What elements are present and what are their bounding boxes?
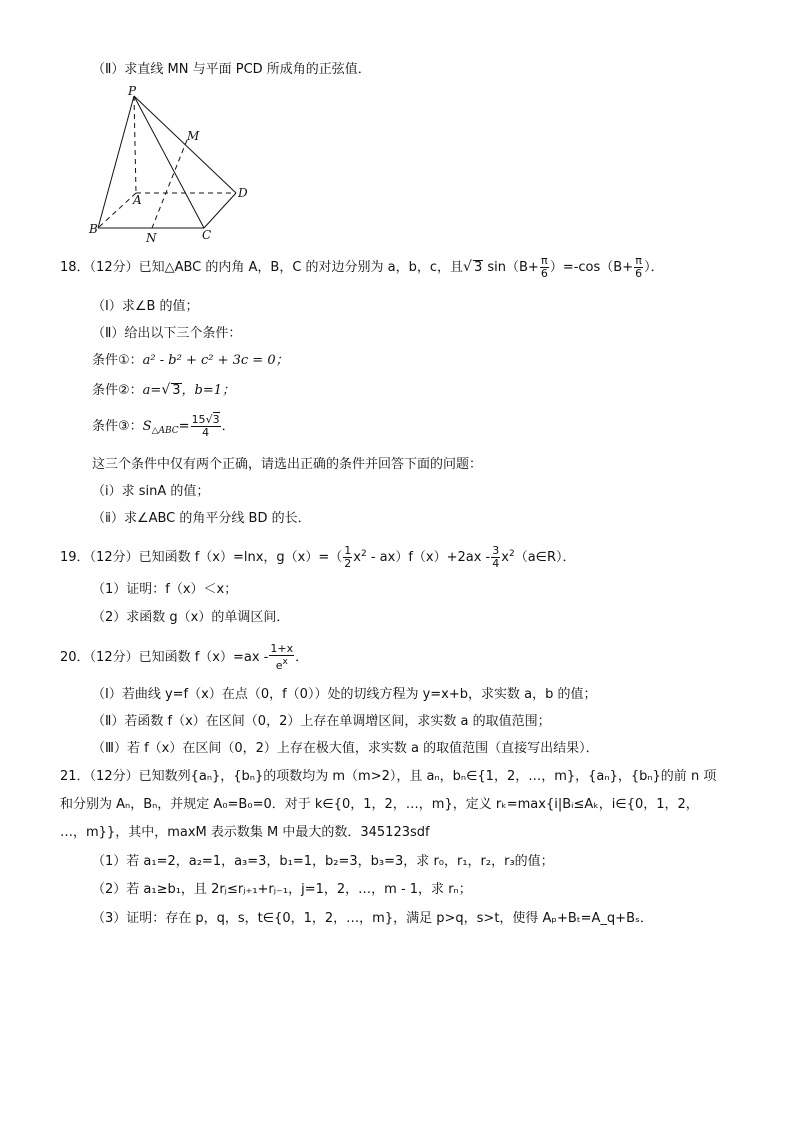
q20-part2: （Ⅱ）若函数 f（x）在区间（0，2）上存在单调增区间，求实数 a 的取值范围； bbox=[92, 714, 551, 729]
q21-line3: …，m}}，其中，maxM 表示数集 M 中最大的数．345123sdf bbox=[60, 825, 430, 840]
q18-frac-2: $\frac{\pi}{6}$ bbox=[635, 254, 643, 280]
q19-stem: 19．（12分）已知函数 f（x）=lnx，g（x）=（ $\frac{1}{2}$ $x^2 - ax)f(x)+2ax$ - $\frac{3}{4}$ $x^2(a\in R)$． bbox=[60, 544, 576, 570]
label-B: B bbox=[89, 222, 98, 236]
q18-eq-end: ）． bbox=[644, 260, 664, 275]
label-C: C bbox=[202, 228, 212, 242]
q19-part1: （1）证明：f（x）＜x； bbox=[92, 582, 238, 597]
q18-condition2: 条件②：a=√ 3，b=1； bbox=[92, 382, 236, 398]
q21-part1: （1）若 a₁=2，a₂=1，a₃=3，b₁=1，b₂=3，b₃=3，求 r₀，r₁，r₂，r₃的值； bbox=[92, 854, 554, 869]
q18-c3-frac: $\frac{15√3}{4}$ bbox=[191, 413, 220, 439]
q18-condition1: 条件①：a² - b² + c² + 3c = 0； bbox=[92, 353, 289, 368]
q19-frac-3-4: $\frac{3}{4}$ bbox=[492, 544, 500, 570]
q21-line2: 和分别为 Aₙ，Bₙ，并规定 A₀=B₀=0．对于 k∈{0，1，2，…，m}，定义 rₖ=max{i|Bᵢ≤Aₖ，i∈{0，1，2， bbox=[60, 797, 699, 812]
q18-eq-mid: ）=-cos（B+ bbox=[549, 260, 634, 275]
q18-part1: （Ⅰ）求∠B 的值； bbox=[92, 299, 199, 314]
label-A: A bbox=[133, 193, 142, 207]
q18-frac-1: $\frac{\pi}{6}$ bbox=[540, 254, 548, 280]
segment-MN bbox=[152, 140, 187, 228]
q18-part2: （Ⅱ）给出以下三个条件： bbox=[92, 326, 242, 341]
q20-stem: 20．（12分）已知函数 f（x）=ax - $\frac{1+x}{e^x}$ ． bbox=[60, 642, 309, 672]
q21-part3: （3）证明：存在 p，q，s，t∈{0，1，2，…，m}，满足 p>q，s>t，使得 Aₚ+Bₜ=A_q+Bₛ． bbox=[92, 911, 653, 926]
edge-AB bbox=[98, 193, 136, 228]
q19-frac-half: $\frac{1}{2}$ bbox=[344, 544, 352, 570]
q20-part3: （Ⅲ）若 f（x）在区间（0，2）上存在极大值，求实数 a 的取值范围（直接写出结果）． bbox=[92, 741, 599, 756]
edge-PC bbox=[134, 96, 204, 228]
q18-condition3: 条件③：$S_{\triangle ABC}=$ $\frac{15√3}{4}$ ． bbox=[92, 413, 235, 439]
label-M: M bbox=[187, 129, 200, 143]
q19-part2: （2）求函数 g（x）的单调区间． bbox=[92, 610, 290, 625]
edge-PB bbox=[98, 96, 134, 228]
q18-sub2: （ⅱ）求∠ABC 的角平分线 BD 的长． bbox=[92, 511, 311, 526]
edge-CD bbox=[204, 193, 236, 228]
q18-sqrt: 3 bbox=[473, 260, 483, 275]
edge-PA bbox=[134, 96, 136, 193]
q18-note: 这三个条件中仅有两个正确，请选出正确的条件并回答下面的问题： bbox=[92, 457, 483, 472]
q21-line1: 21．（12分）已知数列{aₙ}，{bₙ}的项数均为 m（m>2），且 aₙ，bₙ∈{1，2，…，m}，{aₙ}，{bₙ}的前 n 项 bbox=[60, 769, 717, 784]
pyramid-figure bbox=[86, 84, 266, 246]
label-D: D bbox=[238, 186, 248, 200]
q20-part1: （Ⅰ）若曲线 y=f（x）在点（0，f（0））处的切线方程为 y=x+b，求实数 a，b 的值； bbox=[92, 687, 597, 702]
q18-sub1: （ⅰ）求 sinA 的值； bbox=[92, 484, 210, 499]
q18-eq-left: sin（B+ bbox=[487, 260, 539, 275]
label-N: N bbox=[146, 231, 157, 245]
q21-part2: （2）若 a₁≥b₁，且 2rⱼ≤rⱼ₊₁+rⱼ₋₁，j=1，2，…，m - 1，求 rₙ； bbox=[92, 882, 472, 897]
q17-part2: （Ⅱ）求直线 MN 与平面 PCD 所成角的正弦值． bbox=[92, 62, 371, 77]
label-P: P bbox=[128, 84, 137, 98]
q18-stem: 18．（12分）已知△ABC 的内角 A，B，C 的对边分别为 a，b，c，且√ 3 sin（B+ $\frac{\pi}{6}$ ）=-cos（B+ $\frac{\pi}{6}$ ）． bbox=[60, 254, 664, 280]
q20-frac: $\frac{1+x}{e^x}$ bbox=[270, 642, 294, 672]
q18-head: 18．（12分）已知△ABC 的内角 A，B，C 的对边分别为 a，b，c，且 bbox=[60, 260, 464, 275]
